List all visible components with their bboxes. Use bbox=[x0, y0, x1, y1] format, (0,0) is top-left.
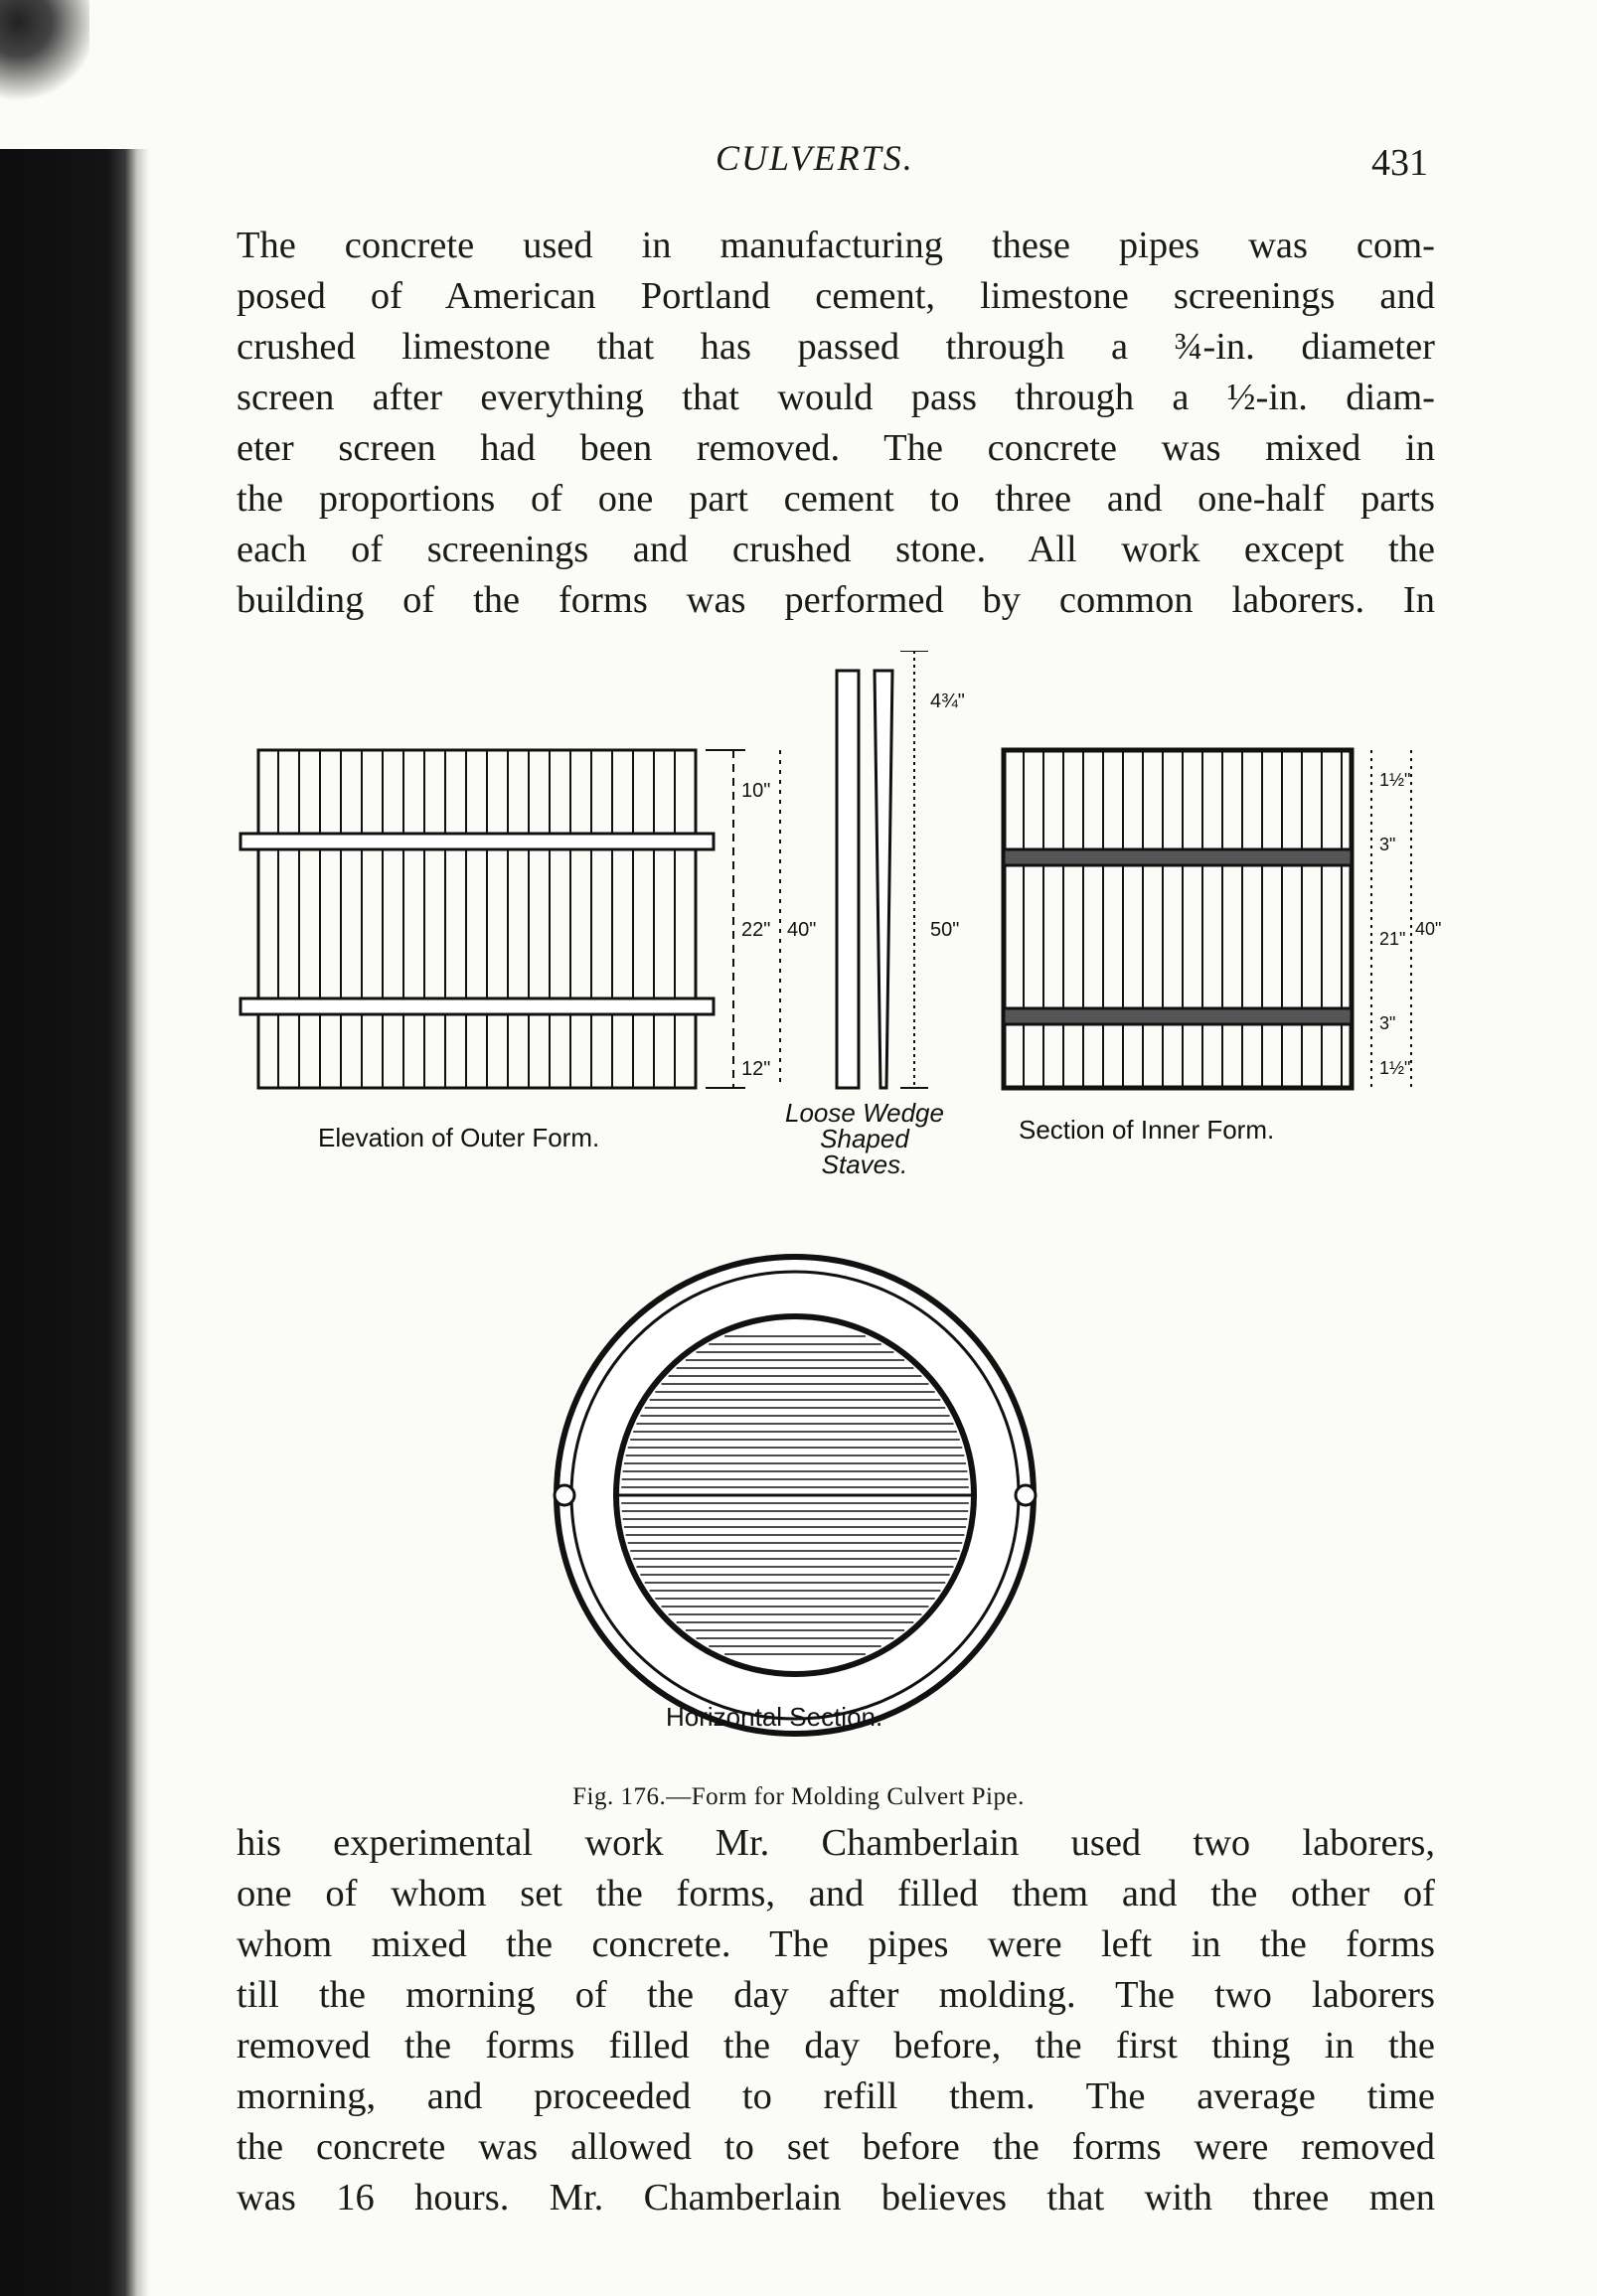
text-line: each of screenings and crushed stone. All work except the bbox=[237, 529, 1435, 570]
text-line: building of the forms was performed by common laborers. In bbox=[237, 579, 1435, 621]
dim-inner-label: 1½" bbox=[1379, 1058, 1411, 1078]
text-line: crushed limestone that has passed through a ¾-in. diameter bbox=[237, 326, 1435, 368]
dim-inner-label: 3" bbox=[1379, 835, 1396, 854]
figure-176 bbox=[229, 651, 1441, 1803]
loose-wedge-staves bbox=[837, 651, 928, 1088]
dim-inner-label: 21" bbox=[1379, 929, 1406, 949]
label-staves-line: Shaped bbox=[820, 1124, 909, 1153]
figure-drawing bbox=[229, 651, 1441, 1783]
text-line: eter screen had been removed. The concrete was mixed in bbox=[237, 427, 1435, 469]
label-staves-line: Loose Wedge bbox=[785, 1098, 944, 1128]
horizontal-section bbox=[555, 1257, 1036, 1734]
label-outer-form: Elevation of Outer Form. bbox=[318, 1123, 600, 1152]
text-line: the concrete was allowed to set before the forms were removed bbox=[237, 2126, 1435, 2168]
page-number: 431 bbox=[1371, 142, 1428, 184]
text-line: whom mixed the concrete. The pipes were left in the forms bbox=[237, 1923, 1435, 1965]
text-line: the proportions of one part cement to three and one-half parts bbox=[237, 478, 1435, 520]
text-line: The concrete used in manufacturing these pipes was com- bbox=[237, 225, 1435, 266]
text-line: was 16 hours. Mr. Chamberlain believes that with three men bbox=[237, 2177, 1435, 2219]
dim-stave-label: 50" bbox=[930, 919, 960, 941]
paragraph-top bbox=[237, 221, 1435, 626]
book-binding-shadow bbox=[0, 149, 149, 2296]
dim-inner-label: 1½" bbox=[1379, 770, 1411, 790]
label-inner-form: Section of Inner Form. bbox=[1019, 1115, 1275, 1145]
text-line: one of whom set the forms, and filled them and the other of bbox=[237, 1873, 1435, 1914]
outer-form-elevation bbox=[240, 750, 780, 1088]
dim-outer-label: 12" bbox=[741, 1058, 771, 1080]
text-line: posed of American Portland cement, limestone screenings and bbox=[237, 275, 1435, 317]
inner-form-section bbox=[1004, 750, 1411, 1088]
label-horizontal-section: Horizontal Section. bbox=[666, 1702, 883, 1732]
dim-inner-label: 40" bbox=[1415, 919, 1442, 939]
running-head: CULVERTS. bbox=[716, 138, 914, 178]
scan-speck bbox=[0, 0, 89, 109]
dim-outer-label: 40" bbox=[787, 919, 817, 941]
dim-outer-label: 10" bbox=[741, 780, 771, 802]
label-staves-line: Staves. bbox=[821, 1149, 908, 1179]
text-line: screen after everything that would pass through a ½-in. diam- bbox=[237, 377, 1435, 418]
text-line: till the morning of the day after molding. The two laborers bbox=[237, 1974, 1435, 2016]
text-line: morning, and proceeded to refill them. The average time bbox=[237, 2075, 1435, 2117]
label-staves bbox=[770, 1100, 959, 1177]
text-line: removed the forms filled the day before, the first thing in the bbox=[237, 2025, 1435, 2066]
dim-stave-label: 4¾" bbox=[930, 690, 965, 712]
text-line: his experimental work Mr. Chamberlain used two laborers, bbox=[237, 1822, 1435, 1864]
figure-caption: Fig. 176.—Form for Molding Culvert Pipe. bbox=[572, 1783, 1025, 1810]
dim-inner-label: 3" bbox=[1379, 1013, 1396, 1033]
dim-outer-label: 22" bbox=[741, 919, 771, 941]
paragraph-bottom bbox=[237, 1818, 1435, 2223]
